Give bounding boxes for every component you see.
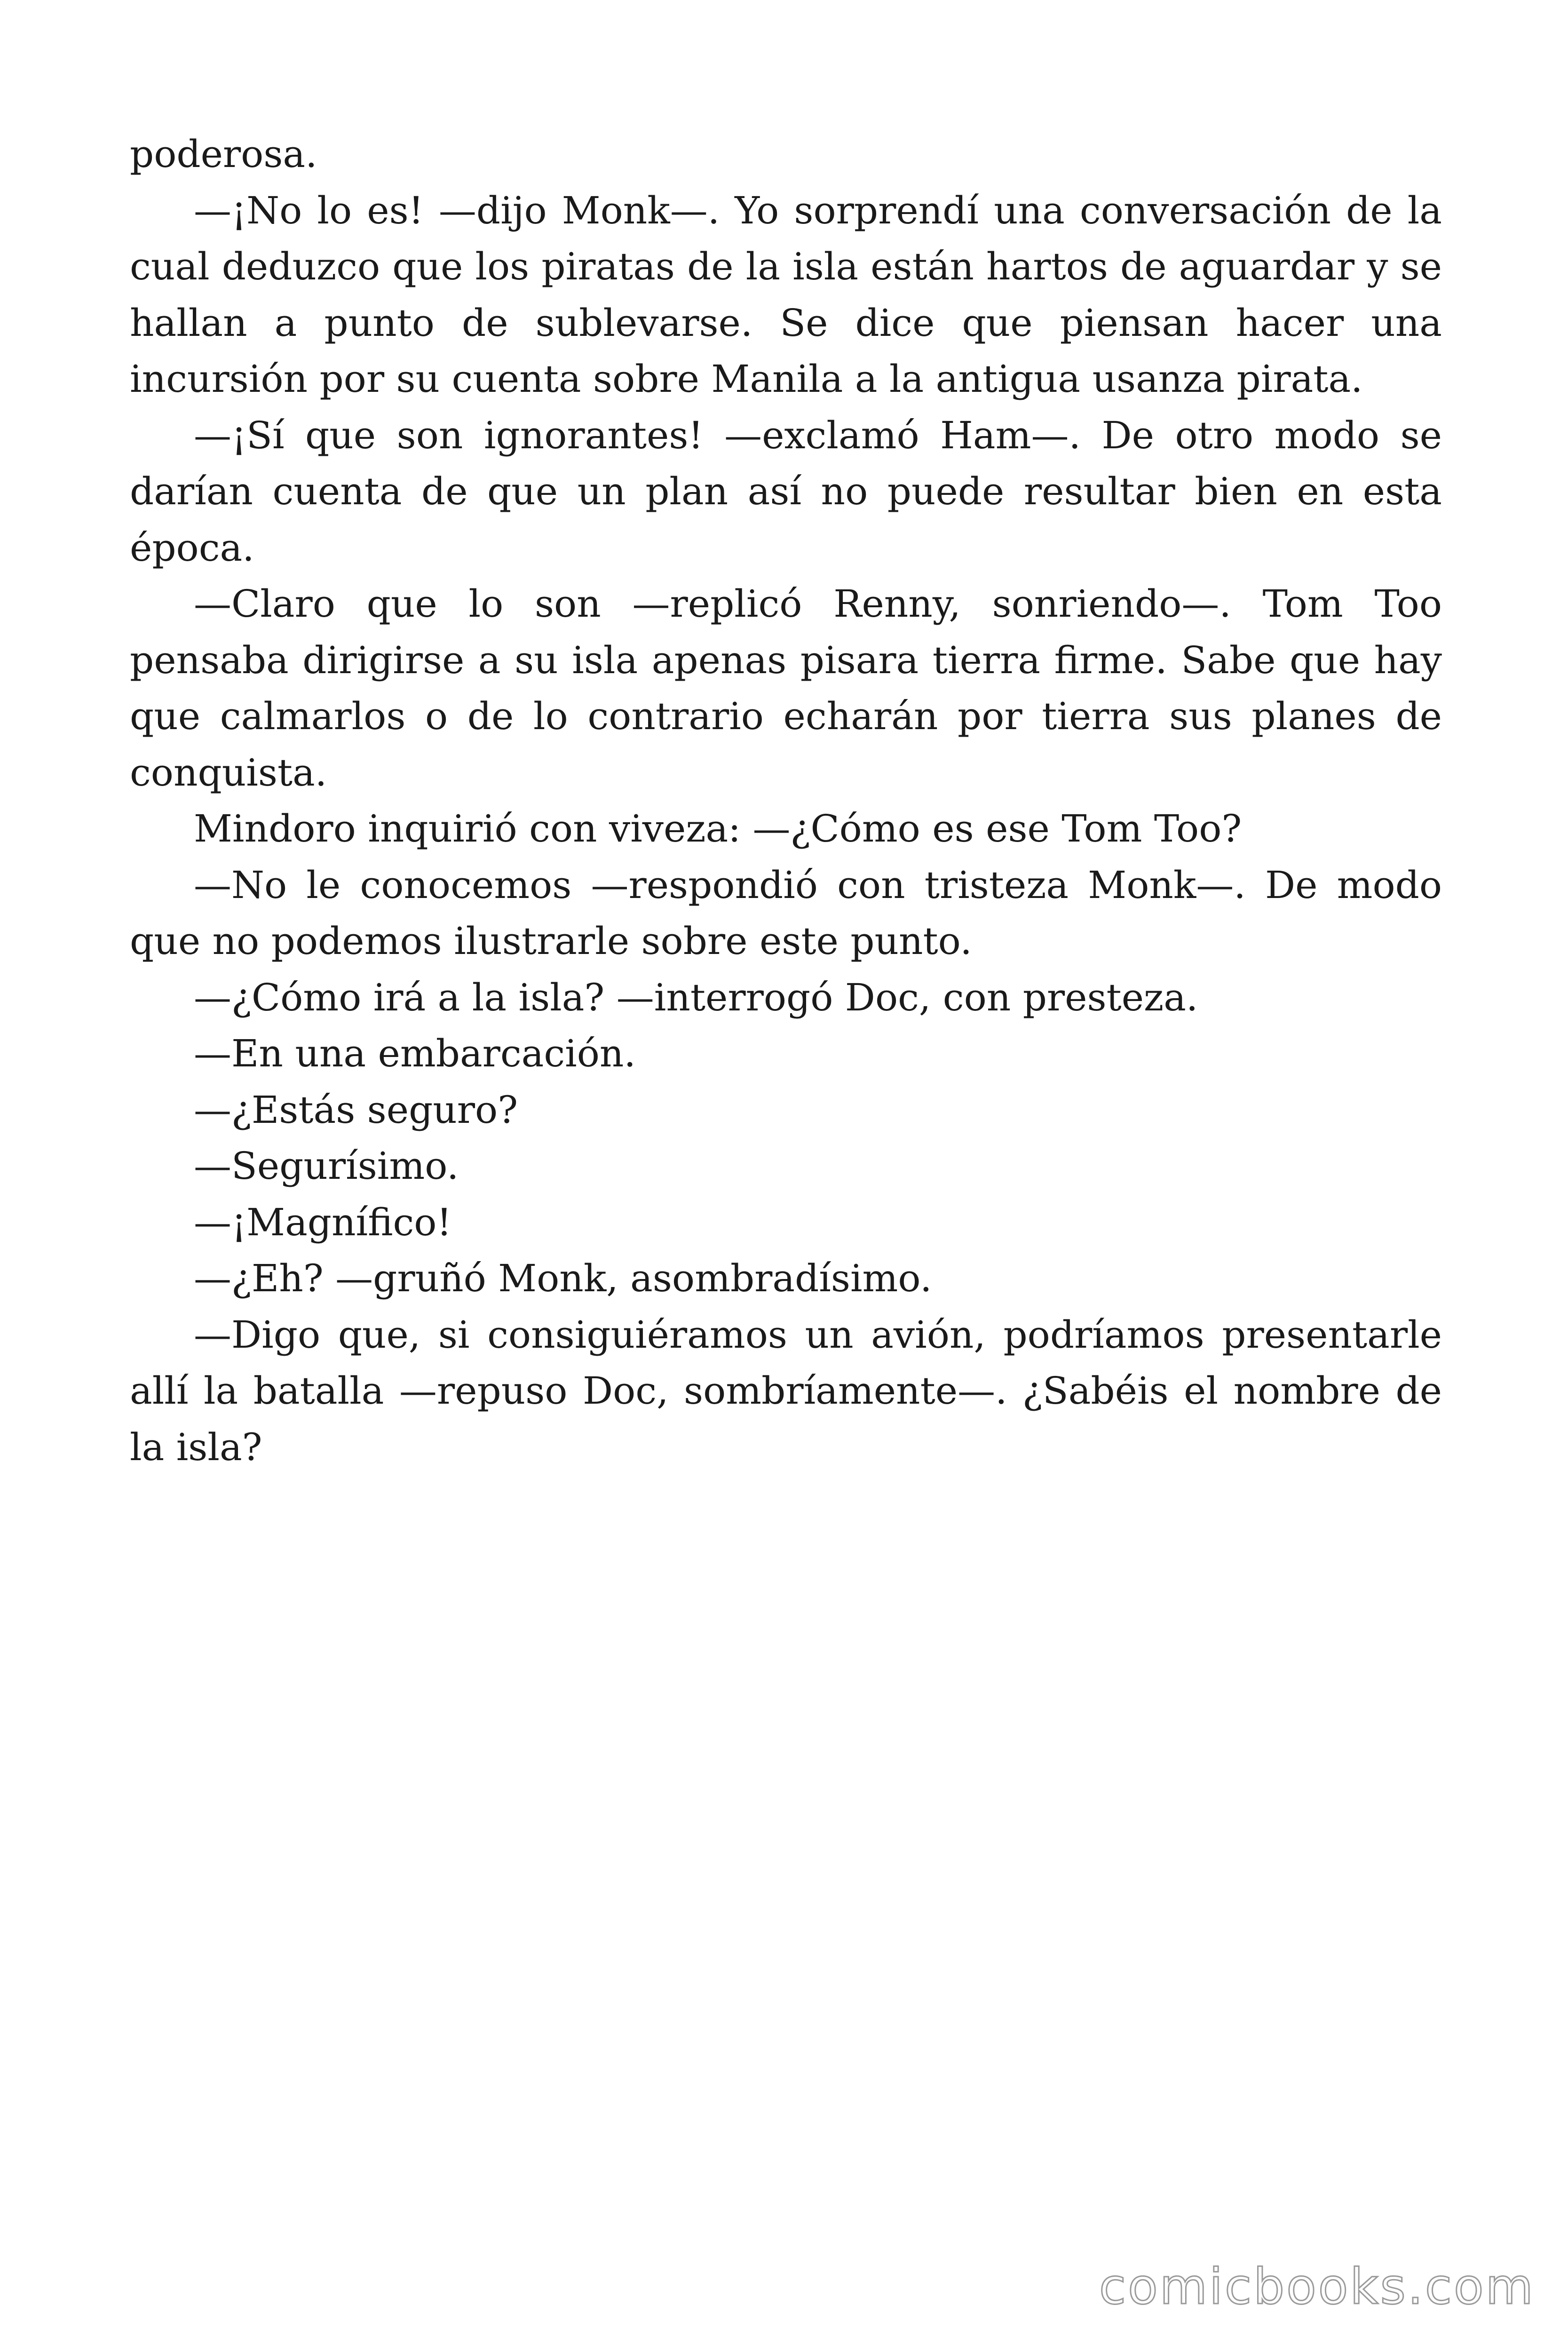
paragraph: —Claro que lo son —replicó Renny, sonriendo—. Tom Too pensaba dirigirse a su isla apenas pisara tierra firme. Sabe que hay que calmarlos o de lo contrario echarán por tierra sus planes de conquista. <box>130 582 1442 795</box>
paragraph: Mindoro inquirió con viveza: —¿Cómo es ese Tom Too? <box>194 807 1242 850</box>
paragraph-continuation: poderosa. <box>130 132 317 176</box>
body-text <box>130 126 1442 1475</box>
paragraph: —¿Estás seguro? <box>194 1088 518 1132</box>
paragraph: —¿Cómo irá a la isla? —interrogó Doc, con presteza. <box>194 975 1198 1019</box>
paragraph: —¿Eh? —gruñó Monk, asombradísimo. <box>194 1256 932 1300</box>
paragraph: —¡Sí que son ignorantes! —exclamó Ham—. De otro modo se darían cuenta de que un plan así no puede resultar bien en esta época. <box>130 413 1442 570</box>
watermark: comicbooks.com <box>1099 2258 1535 2315</box>
paragraph: —En una embarcación. <box>194 1032 636 1075</box>
paragraph: —No le conocemos —respondió con tristeza Monk—. De modo que no podemos ilustrarle sobre este punto. <box>130 863 1442 963</box>
paragraph: —¡No lo es! —dijo Monk—. Yo sorprendí una conversación de la cual deduzco que los piratas de la isla están hartos de aguardar y se hallan a punto de sublevarse. Se dice que piensan hacer una incursión por su cuenta sobre Manila a la antigua usanza pirata. <box>130 188 1442 401</box>
paragraph: —¡Magnífico! <box>194 1200 452 1244</box>
paragraph: —Segurísimo. <box>194 1144 459 1188</box>
paragraph: —Digo que, si consiguiéramos un avión, podríamos presentarle allí la batalla —repuso Doc, sombríamente—. ¿Sabéis el nombre de la isla? <box>130 1312 1442 1469</box>
